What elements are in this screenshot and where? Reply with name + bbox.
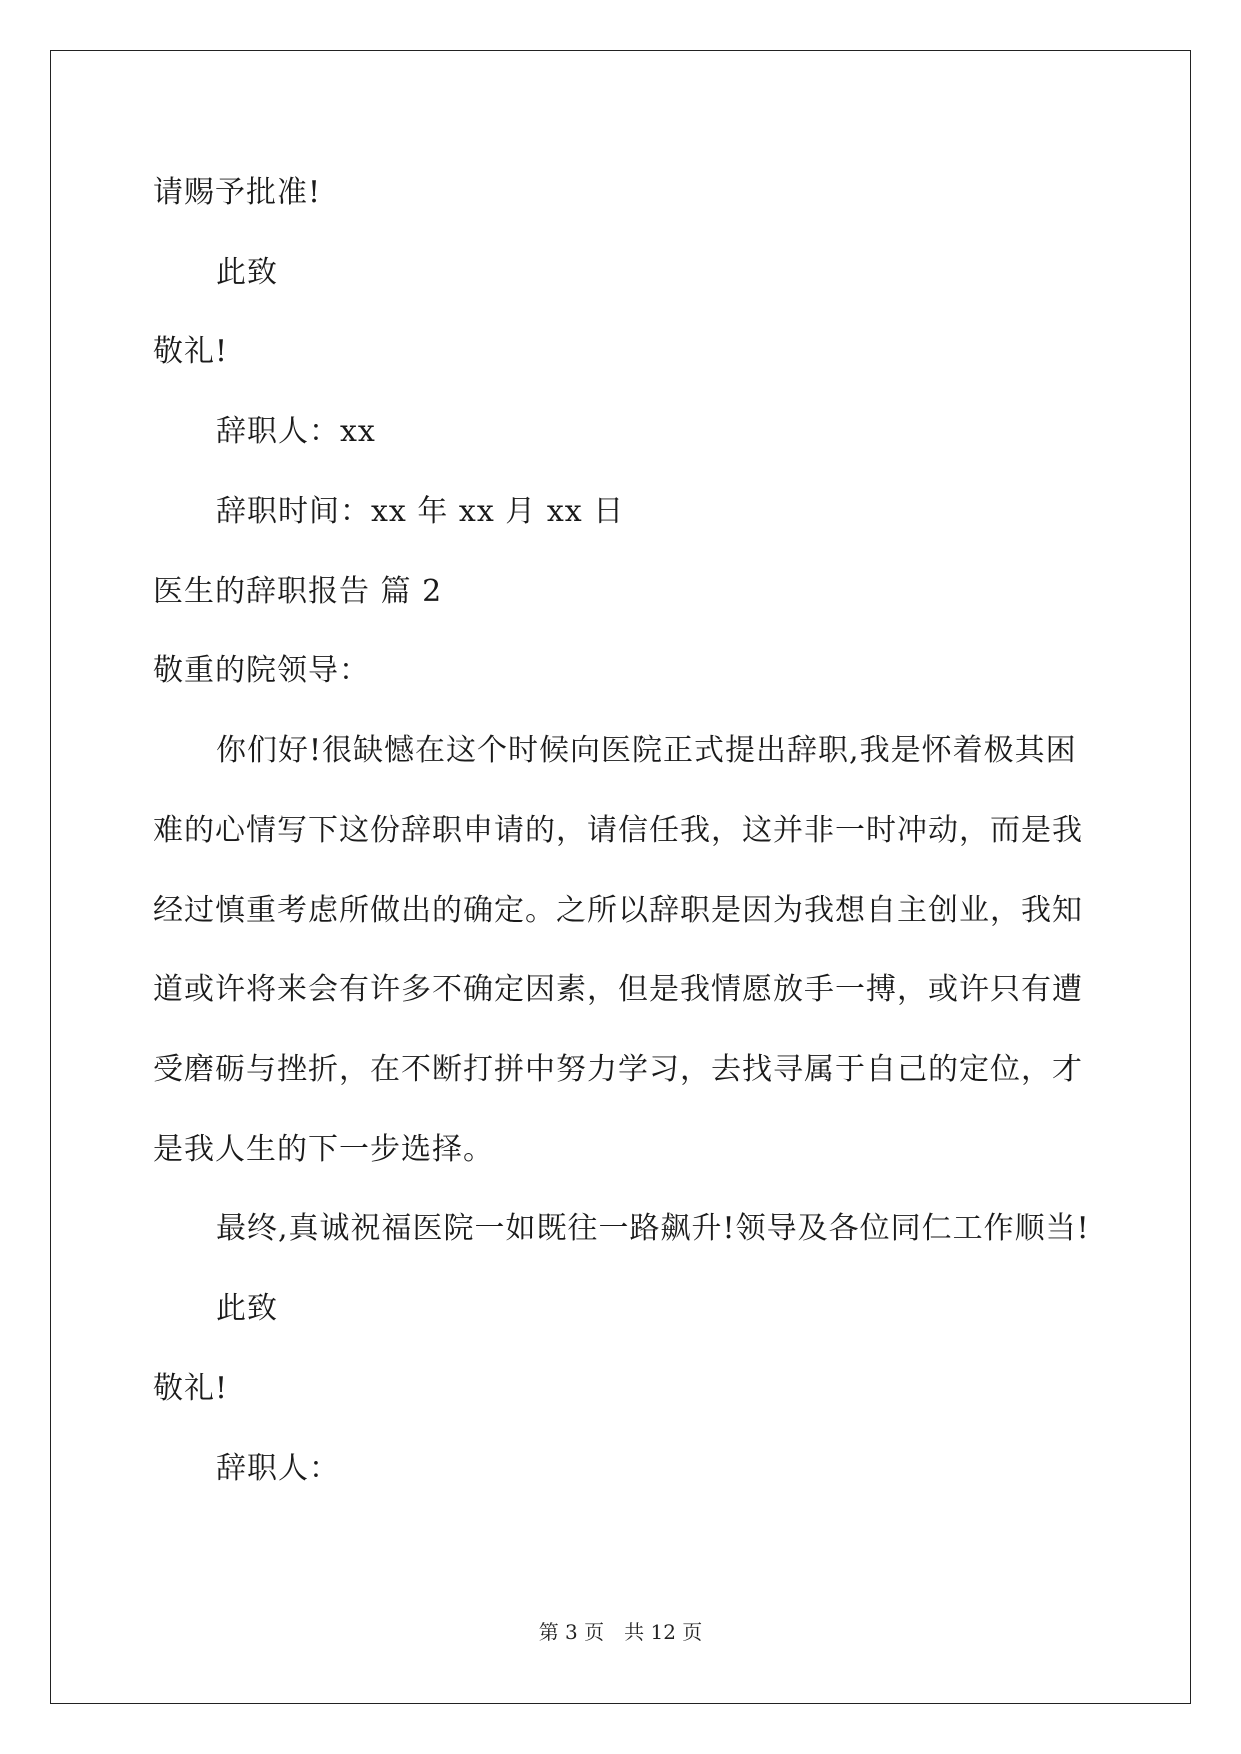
resignation-date-line: 辞职时间：xx 年 xx 月 xx 日 — [216, 494, 625, 529]
blessing-line: 最终,真诚祝福医院一如既往一路飙升!领导及各位同仁工作顺当! — [216, 1211, 1090, 1246]
body-paragraph-line: 是我人生的下一步选择。 — [153, 1132, 494, 1167]
section-heading: 医生的辞职报告 篇 2 — [153, 574, 443, 609]
greeting-line: 敬重的院领导： — [153, 653, 370, 688]
salutation-jingli: 敬礼! — [153, 1371, 229, 1406]
salutation-jingli: 敬礼! — [153, 334, 229, 369]
body-paragraph-line: 难的心情写下这份辞职申请的，请信任我，这并非一时冲动，而是我 — [153, 813, 1083, 848]
salutation-cizhi: 此致 — [216, 255, 278, 290]
body-paragraph-line: 你们好!很缺憾在这个时候向医院正式提出辞职,我是怀着极其困 — [216, 733, 1077, 768]
closing-request: 请赐予批准! — [153, 175, 322, 210]
body-paragraph-line: 经过慎重考虑所做出的确定。之所以辞职是因为我想自主创业，我知 — [153, 893, 1083, 928]
body-paragraph-line: 受磨砺与挫折，在不断打拼中努力学习，去找寻属于自己的定位，才 — [153, 1052, 1083, 1087]
page-number-footer: 第 3 页 共 12 页 — [538, 1620, 703, 1644]
salutation-cizhi: 此致 — [216, 1291, 278, 1326]
signatory-line: 辞职人：xx — [216, 414, 376, 449]
signatory-line: 辞职人： — [216, 1451, 340, 1486]
body-paragraph-line: 道或许将来会有许多不确定因素，但是我情愿放手一搏，或许只有遭 — [153, 972, 1083, 1007]
